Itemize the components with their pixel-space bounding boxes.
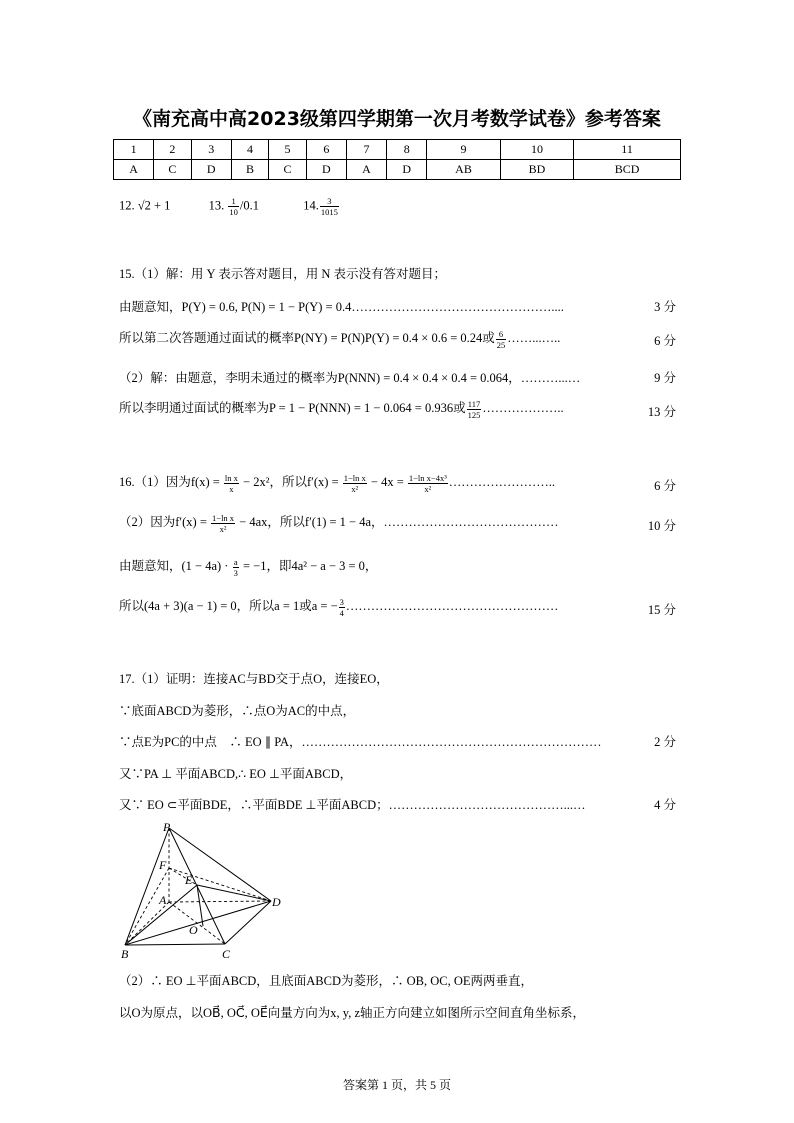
table-cell: 4 [231,140,268,160]
table-cell: 2 [154,140,191,160]
numerator: 1−ln x [212,512,235,523]
fraction [496,329,507,350]
denominator: x² [424,483,432,494]
answer-table-numbers-row [114,140,681,160]
fraction [343,473,367,494]
fraction [408,473,448,494]
score: 2 分 [654,735,676,749]
table-cell: C [269,160,306,180]
table-cell: BD [500,160,573,180]
table-cell: 3 [191,140,231,160]
q12-answer: √2 + 1 [137,198,171,213]
page-footer: 答案第 1 页，共 5 页 [342,1078,451,1092]
edge-bc [125,944,225,945]
label-p: P [163,820,171,834]
numerator: 3 [339,596,344,607]
denominator: x [229,483,234,494]
table-cell: B [231,160,268,180]
numerator: 117 [467,398,481,409]
numerator: ln x [224,472,238,483]
leader-dots: ………...… [520,371,581,385]
table-cell: 9 [427,140,500,160]
q16-line-2 [119,512,559,534]
fraction [339,597,345,618]
score: 4 分 [654,798,676,812]
q15-line-2 [119,297,564,315]
denominator: 25 [496,339,506,350]
q16-line-3 [119,556,377,578]
denominator: x² [351,483,359,494]
q14-fraction [320,196,339,217]
q13-alt: /0.1 [239,198,260,213]
q16-line-1 [119,472,555,494]
leader-dots: ……………….. [482,401,564,415]
denominator: 4 [339,607,344,618]
q17-line-4: 又∵PA ⊥ 平面ABCD,∴ EO ⊥平面ABCD， [119,767,353,781]
q17-line-2: ∵底面ABCD为菱形，∴点O为AC的中点， [119,704,356,718]
table-cell: 5 [269,140,306,160]
q17-line-5 [119,795,586,813]
fraction [467,399,482,420]
numerator: 1−ln x−4x³ [408,472,447,483]
table-cell: D [306,160,346,180]
q17-text: 又∵ EO ⊂平面BDE，∴平面BDE ⊥平面ABCD； [119,798,389,812]
numerator: 1−ln x [343,472,366,483]
q16-text: − 4ax，所以f′(1) = 1 − 4a， [236,515,384,529]
q17-line-3 [119,732,602,750]
q15-text: 所以李明通过面试的概率为P = 1 − P(NNN) = 1 − 0.064 = 0.936或 [119,401,466,415]
edge-ad [169,901,271,902]
table-cell: BCD [574,160,681,180]
q17-line-7: 以O为原点，以OB⃗, OC⃗, OE⃗向量方向为x, y, z轴正方向建立如图所示空间直角坐标系， [119,1006,586,1020]
numerator: a [233,556,238,567]
fraction [224,473,239,494]
table-cell: A [114,160,154,180]
denominator: 125 [467,409,481,420]
table-cell: 6 [306,140,346,160]
q14-label: 14. [303,198,319,213]
label-d: D [272,895,281,909]
label-a: A [159,893,167,907]
q12-label: 12. [119,198,135,213]
score: 6 分 [654,334,676,348]
edge-pb [125,828,169,945]
denominator: x² [219,523,227,534]
pyramid-figure [115,820,290,960]
table-cell: 7 [346,140,386,160]
denominator: 3 [233,567,238,578]
answer-table-answers-row [114,160,681,180]
label-f: F [159,858,167,872]
q15-text: （2）解：由题意，李明未通过的概率为P(NNN) = 0.4 × 0.4 × 0.4 = 0.064， [119,371,521,385]
q15-line-4 [119,368,580,386]
q15-line-1: 15.（1）解：用 Y 表示答对题目，用 N 表示没有答对题目； [119,267,446,281]
table-cell: D [387,160,427,180]
q15-text: 由题意知，P(Y) = 0.6, P(N) = 1 − P(Y) = 0.4 [119,300,352,314]
leader-dots: …………………….. [448,475,556,489]
q16-line-4 [119,596,558,618]
q13-label: 13. [208,198,225,213]
q16-text: = −1，即4a² − a − 3 = 0， [239,559,378,573]
score: 9 分 [654,371,676,385]
table-cell: 10 [500,140,573,160]
score: 10 分 [647,519,676,533]
q17-text: ∵点E为PC的中点 ∴ EO ∥ PA， [119,735,302,749]
leader-dots: …………………………………………… [345,599,559,613]
q17-line-6: （2）∴ EO ⊥平面ABCD，且底面ABCD为菱形，∴ OB, OC, OE两两垂直， [119,974,534,988]
q16-text: 由题意知，(1 − 4a) · [119,559,232,573]
score: 15 分 [647,603,676,617]
table-cell: AB [427,160,500,180]
numerator: 1 [228,196,239,207]
label-o: O [189,923,198,937]
leader-dots: ……………………………………...… [388,798,586,812]
fraction [211,513,235,534]
table-cell: 11 [574,140,681,160]
score: 13 分 [647,405,676,419]
leader-dots: …………………………………… [383,515,559,529]
q13-fraction [228,196,239,217]
table-cell: A [346,160,386,180]
leader-dots: ……...….. [507,331,561,345]
denominator: 10 [229,207,238,217]
q16-text: − 4x = [367,475,407,489]
q16-text: − 2x²，所以f′(x) = [239,475,342,489]
label-b: B [121,947,129,960]
label-e: E [185,873,193,887]
q16-text: 16.（1）因为f(x) = [119,475,223,489]
fraction [233,557,239,578]
numerator: 6 [496,329,507,340]
q16-text: （2）因为f′(x) = [119,515,211,529]
q16-text: 所以(4a + 3)(a − 1) = 0，所以a = 1或a = − [119,599,338,613]
score: 3 分 [654,300,676,314]
table-cell: D [191,160,231,180]
q15-line-3 [119,328,560,350]
leader-dots: ……………………………………………………………… [301,735,602,749]
table-cell: 8 [387,140,427,160]
q17-line-1: 17.（1）证明：连接AC与BD交于点O，连接EO， [119,672,389,686]
denominator: 1015 [320,207,338,217]
fill-in-answers [119,196,340,217]
numerator: 3 [320,196,339,207]
q15-line-5 [119,398,564,420]
answer-table [113,139,681,180]
label-c: C [222,947,231,960]
q15-text: 所以第二次答题通过面试的概率P(NY) = P(N)P(Y) = 0.4 × 0.6 = 0.24或 [119,331,495,345]
leader-dots: ………………………………………….... [351,300,564,314]
table-cell: C [154,160,191,180]
page-title: 《南充高中高2023级第四学期第一次月考数学试卷》参考答案 [133,108,661,130]
score: 6 分 [654,479,676,493]
table-cell: 1 [114,140,154,160]
